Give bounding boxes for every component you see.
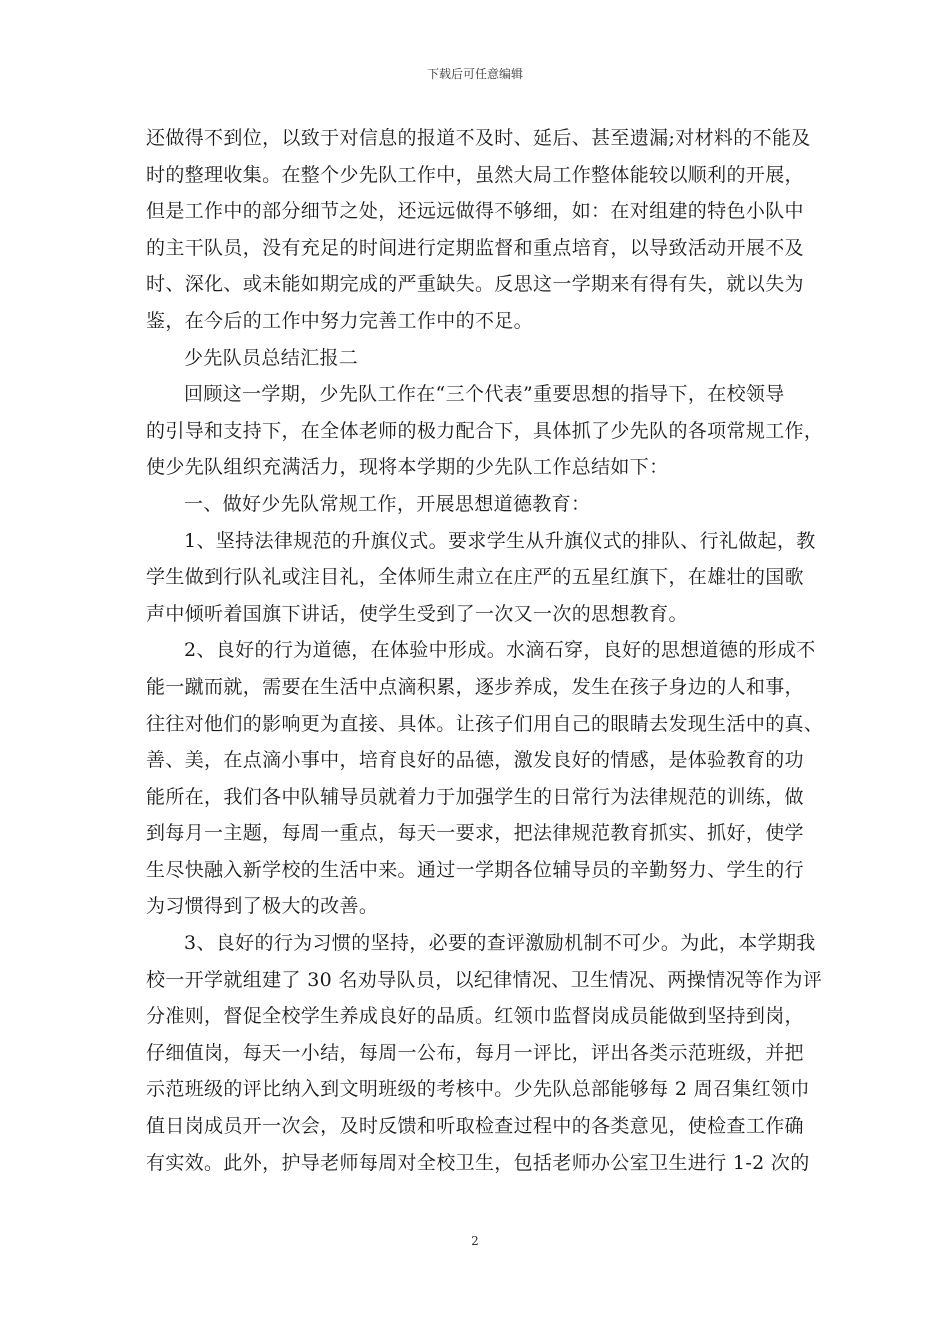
text-line: 使少先队组织充满活力，现将本学期的少先队工作总结如下： xyxy=(146,456,669,479)
text-line: 学生做到行队礼或注目礼，全体师生肃立在庄严的五星红旗下，在雄壮的国歌 xyxy=(146,566,804,589)
text-line: 3、良好的行为习惯的坚持，必要的查评激励机制不可少。为此，本学期我 xyxy=(184,932,816,955)
text-line: 生尽快融入新学校的生活中来。通过一学期各位辅导员的辛勤努力、学生的行 xyxy=(146,858,804,881)
text-line: 示范班级的评比纳入到文明班级的考核中。少先队总部能够每 2 周召集红领巾 xyxy=(146,1078,810,1101)
text-line: 的引导和支持下，在全体老师的极力配合下，具体抓了少先队的各项常规工作， xyxy=(146,419,824,442)
text-line: 分准则，督促全校学生养成良好的品质。红领巾监督岗成员能做到坚持到岗， xyxy=(146,1005,804,1028)
paragraph xyxy=(146,120,811,340)
text-line: 校一开学就组建了 30 名劝导队员，以纪律情况、卫生情况、两操情况等作为评 xyxy=(146,968,823,991)
text-line: 往往对他们的影响更为直接、具体。让孩子们用自己的眼睛去发现生活中的真、 xyxy=(146,712,824,735)
text-line: 仔细值岗，每天一小结，每周一公布，每月一评比，评出各类示范班级，并把 xyxy=(146,1041,804,1064)
text-line: 善、美，在点滴小事中，培育良好的品德，激发良好的情感，是体验教育的功 xyxy=(146,749,804,772)
text-line: 有实效。此外，护导老师每周对全校卫生，包括老师办公室卫生进行 1-2 次的 xyxy=(146,1151,810,1174)
text-line: 少先队员总结汇报二 xyxy=(184,346,359,369)
text-line: 到每月一主题，每周一重点，每天一要求，把法律规范教育抓实、抓好，使学 xyxy=(146,822,804,845)
text-line: 能所在，我们各中队辅导员就着力于加强学生的日常行为法律规范的训练，做 xyxy=(146,785,804,808)
text-line: 一、做好少先队常规工作，开展思想道德教育： xyxy=(184,492,591,515)
paragraph xyxy=(146,486,811,523)
text-line: 2、良好的行为道德，在体验中形成。水滴石穿，良好的思想道德的形成不 xyxy=(184,639,816,662)
document-body xyxy=(146,120,824,1181)
text-line: 值日岗成员开一次会，及时反馈和听取检查过程中的各类意见，使检查工作确 xyxy=(146,1115,804,1138)
paragraph xyxy=(146,523,816,633)
paragraph xyxy=(146,376,824,486)
text-line: 还做得不到位，以致于对信息的报道不及时、延后、甚至遗漏;对材料的不能及 xyxy=(146,127,811,149)
text-line: 1、坚持法律规范的升旗仪式。要求学生从升旗仪式的排队、行礼做起，教 xyxy=(184,529,816,552)
paragraph xyxy=(146,632,824,925)
text-line: 时、深化、或未能如期完成的严重缺失。反思这一学期来有得有失，就以失为 xyxy=(146,273,804,296)
text-line: 回顾这一学期，少先队工作在“三个代表”重要思想的指导下，在校领导 xyxy=(184,383,785,406)
paragraph xyxy=(146,925,823,1181)
text-line: 能一蹴而就，需要在生活中点滴积累，逐步养成，发生在孩子身边的人和事， xyxy=(146,675,804,698)
text-line: 但是工作中的部分细节之处，还远远做得不够细，如：在对组建的特色小队中 xyxy=(146,200,804,223)
text-line: 为习惯得到了极大的改善。 xyxy=(146,895,379,918)
page-header-note: 下载后可任意编辑 xyxy=(426,67,523,81)
paragraph xyxy=(146,340,811,377)
text-line: 时的整理收集。在整个少先队工作中，虽然大局工作整体能较以顺利的开展， xyxy=(146,163,804,186)
text-line: 鉴，在今后的工作中努力完善工作中的不足。 xyxy=(146,309,534,332)
text-line: 声中倾听着国旗下讲话，使学生受到了一次又一次的思想教育。 xyxy=(146,602,688,625)
page-number: 2 xyxy=(471,1234,479,1248)
text-line: 的主干队员，没有充足的时间进行定期监督和重点培育，以导致活动开展不及 xyxy=(146,236,804,259)
